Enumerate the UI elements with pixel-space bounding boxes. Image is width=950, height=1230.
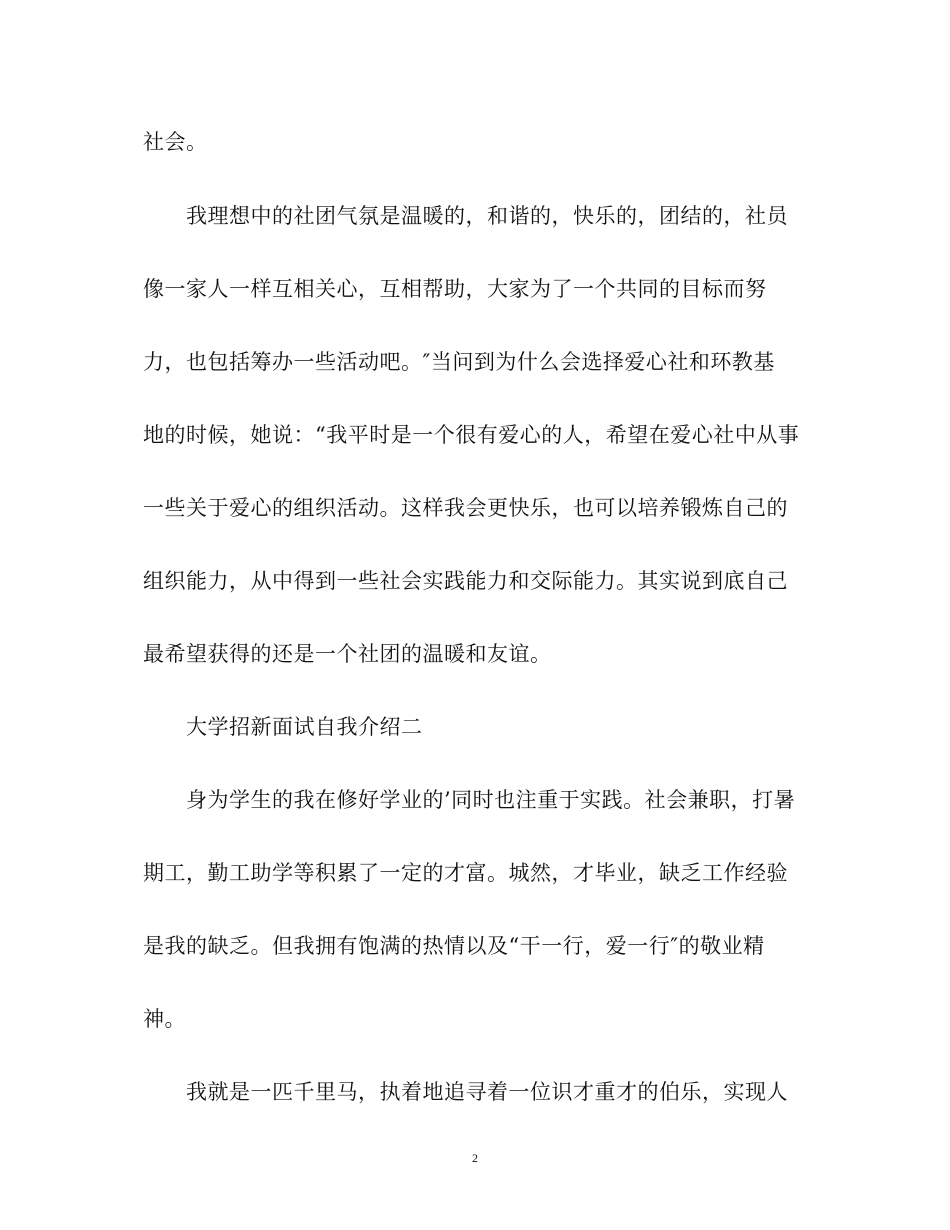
- text-line-8: 最希望获得的还是一个社团的温暖和友谊。: [143, 642, 552, 666]
- text-line-3: 像一家人一样互相关心，互相帮助，大家为了一个共同的目标而努: [143, 277, 767, 301]
- text-line-12: 神。: [143, 1007, 186, 1031]
- text-line-9: 身为学生的我在修好学业的’同时也注重于实践。社会兼职，打暑: [186, 788, 796, 812]
- page-number: 2: [472, 1151, 478, 1165]
- text-line-1: 社会。: [143, 130, 208, 154]
- text-line-7: 组织能力，从中得到一些社会实践能力和交际能力。其实说到底自己: [143, 569, 788, 593]
- text-line-13: 我就是一匹千里马，执着地追寻着一位识才重才的伯乐，实现人: [186, 1080, 788, 1104]
- text-line-4: 力，也包括筹办一些活动吧。″当问到为什么会选择爱心社和环教基: [143, 350, 775, 374]
- text-line-6: 一些关于爱心的组织活动。这样我会更快乐，也可以培养锻炼自己的: [143, 496, 788, 520]
- text-line-10: 期工，勤工助学等积累了一定的才富。城然，才毕业，缺乏工作经验: [143, 861, 788, 885]
- text-line-2: 我理想中的社团气氛是温暖的，和谐的，快乐的，团结的，社员: [186, 204, 788, 228]
- text-line-11: 是我的缺乏。但我拥有饱满的热情以及“干一行，爱一行″的敬业精: [143, 934, 765, 958]
- text-line-5: 地的时候，她说：“我平时是一个很有爱心的人，希望在爱心社中从事: [143, 423, 800, 447]
- section-heading: 大学招新面试自我介绍二: [186, 715, 423, 739]
